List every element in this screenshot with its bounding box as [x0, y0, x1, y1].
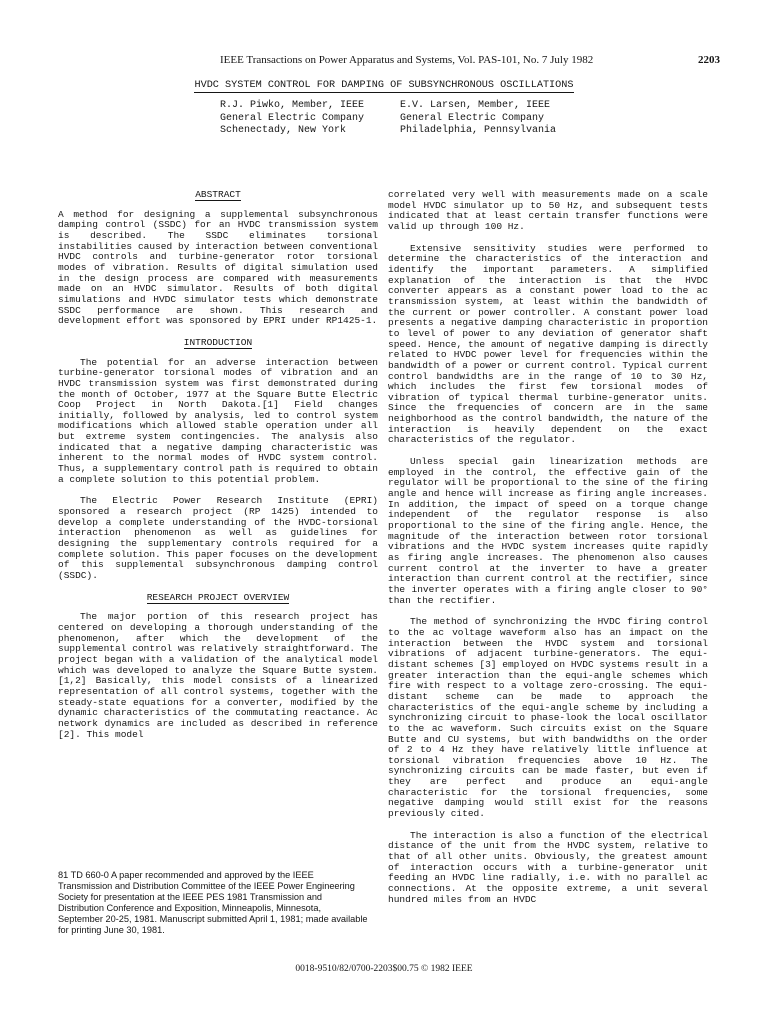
right-paragraph-2: Extensive sensitivity studies were performed to determine the characteristics of the interaction and identify the important parameters. A simplified explanation of the interaction is that the HVDC converter appears as a constant power load to the ac transmission system, at least within the bandwidth of the current or power controller. A constant power load presents a negative damping characteristic in proportion to level of power to any deviation of generator shaft speed. Hence, the amount of negative damping is directly related to HVDC power level for frequencies within the bandwidth of a power or current control. Typical current control bandwidths are in the range of 10 to 30 Hz, which includes the first few torsional modes of vibration of typical thermal turbine-generator units. Since the frequencies of concern are in the same neighborhood as the control bandwidth, the nature of the interaction is heavily dependent on the exact characteristics of the regulator. — [388, 242, 708, 446]
footnote: 81 TD 660-0 A paper recommended and approved by the IEEE Transmission and Distribution Committee of the IEEE Power Engineering Society for presentation at the IEEE PES 1981 Transmission and Distribution Conference and Exposition, Minneapolis, Minnesota, September 20-25, 1981. Manuscript submitted April 1, 1981; made available for printing June 30, 1981. — [58, 870, 368, 936]
paper-title-text: HVDC SYSTEM CONTROL FOR DAMPING OF SUBSYNCHRONOUS OSCILLATIONS — [194, 80, 574, 91]
author-org: General Electric Company — [220, 112, 365, 124]
right-paragraph-3: Unless special gain linearization methods are employed in the control, the effective gain of the regulator will be proportional to the sine of the firing angle and hence will increase as firing angle increases. In addition, the impact of speed on a torque change independent of the regulator response is also proportional to the sine of the firing angle. Hence, the magnitude of the interaction between rotor torsional vibrations and the HVDC system increases quite rapidly as firing angle increases. The phenomenon also causes current control at the inverter to have a greater interaction than current control at the rectifier, since the inverter operates with a firing angle closer to 90° than the rectifier. — [388, 456, 708, 606]
author-name: R.J. Piwko, Member, IEEE — [220, 100, 365, 111]
page-number: 2203 — [698, 54, 720, 66]
intro-paragraph-2: The Electric Power Research Institute (EPRI) sponsored a research project (RP 1425) intended to develop a complete understanding of the HVDC-torsional interaction phenomenon as well as guidelines for designing the supplementary controls required for a complete solution. This paper focuses on the development of this supplemental subsynchronous damping control (SSDC). — [58, 495, 378, 581]
abstract-heading: ABSTRACT — [195, 189, 241, 200]
right-paragraph-4: The method of synchronizing the HVDC firing control to the ac voltage waveform also has an impact on the interaction between the HVDC system and torsional vibrations of adjacent turbine-generators. The equi-distant schemes [3] employed on HVDC systems result in a greater interaction than the equi-angle schemes which fire with respect to a voltage zero-crossing. The equi-distant scheme can be made to approach the characteristics of the equi-angle scheme by including a synchronizing circuit to phase-look the local oscillator to the ac waveform. Such circuits exist on the Square Butte and CU systems, but with bandwidths on the order of 2 to 4 Hz they have relatively little influence at torsional vibration frequencies above 10 Hz. The synchronizing circuits can be made faster, but even if they are perfect and produce an equi-angle characteristic for the torsional frequencies, some negative damping would still exist for the reasons previously cited. — [388, 616, 708, 820]
author-location: Schenectady, New York — [220, 125, 347, 137]
paper-title — [0, 80, 768, 91]
author-location: Philadelphia, Pennsylvania — [400, 125, 557, 137]
overview-paragraph-1: The major portion of this research project has centered on developing a thorough understanding of the phenomenon, after which the development of the supplemental control was relatively straightforward. The project began with a validation of the analytical model which was developed to analyze the Square Butte system.[1,2] Basically, this model consists of a linearized representation of all control systems, together with the steady-state equations for a converter, modified by the dynamic characteristics of the commutating reactance. Ac network dynamics are included as described in reference [2]. This model — [58, 611, 378, 740]
author-org: General Electric Company — [400, 112, 545, 124]
intro-paragraph-1: The potential for an adverse interaction between turbine-generator torsional modes of vibration and an HVDC transmission system was first demonstrated during the month of October, 1977 at the Square Butte Electric Coop Project in North Dakota.[1] Field changes initially, followed by analysis, led to control system modifications which allowed stable operation under all but extreme system contingencies. The analysis also indicated that a negative damping characteristic was inherent to the normal modes of HVDC system control. Thus, a supplementary control path is required to obtain a complete solution to this potential problem. — [58, 356, 378, 485]
left-column — [58, 190, 378, 740]
copyright-line: 0018-9510/82/0700-2203$00.75 © 1982 IEEE — [295, 964, 473, 974]
right-column — [388, 190, 708, 905]
author-block-2 — [400, 100, 556, 138]
introduction-heading: INTRODUCTION — [183, 336, 253, 348]
author-block-1 — [220, 100, 364, 138]
right-paragraph-1: correlated very well with measurements made on a scale model HVDC simulator up to 50 Hz, and subsequent tests indicated that at least certain transfer functions were valid up through 100 Hz. — [388, 189, 708, 232]
overview-heading: RESEARCH PROJECT OVERVIEW — [146, 591, 290, 603]
right-paragraph-5: The interaction is also a function of the electrical distance of the unit from the HVDC system, relative to that of all other units. Obviously, the greatest amount of interaction occurs with a turbine-generator unit feeding an HVDC line radially, i.e. with no parallel ac connections. At the opposite extreme, a unit several hundred miles from an HVDC — [388, 829, 708, 905]
author-name: E.V. Larsen, Member, IEEE — [400, 100, 551, 111]
abstract-text: A method for designing a supplemental subsynchronous damping control (SSDC) for an HVDC transmission system is described. The SSDC eliminates torsional instabilities caused by interaction between conventional HVDC controls and turbine-generator rotor torsional modes of vibration. Results of digital simulation used in the design process are compared with measurements made on an HVDC simulator. Results of both digital simulations and HVDC simulator tests which demonstrate SSDC performance are shown. This research and development effort was sponsored by EPRI under RP1425-1. — [58, 208, 378, 327]
journal-title: IEEE Transactions on Power Apparatus and Systems, Vol. PAS-101, No. 7 July 1982 — [220, 54, 594, 66]
